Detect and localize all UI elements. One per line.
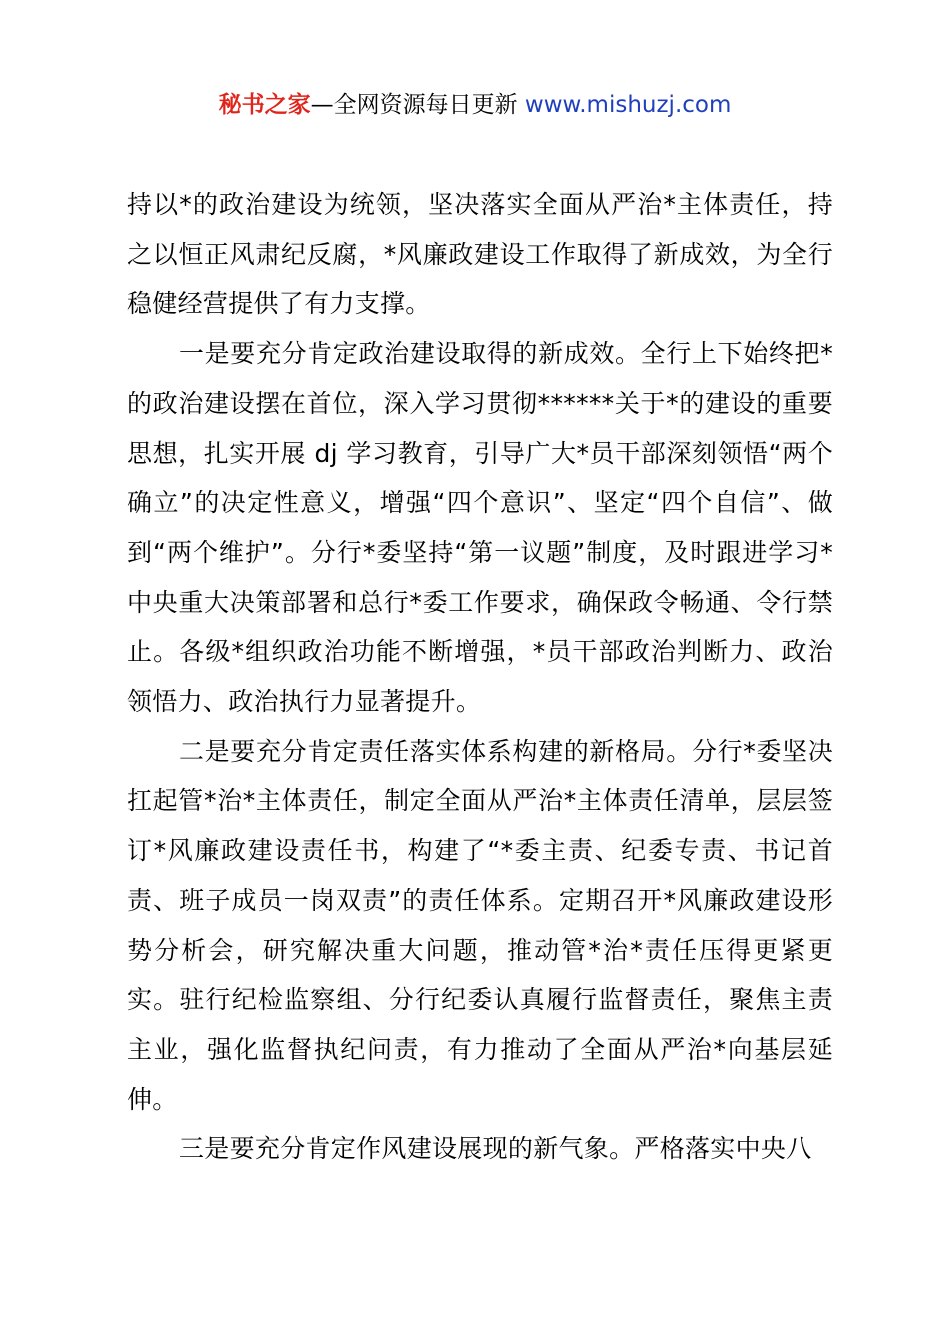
document-body bbox=[127, 180, 833, 1174]
paragraph-responsibility-system: 二是要充分肯定责任落实体系构建的新格局。分行*委坚决扛起管*治*主体责任，制定全面从严治*主体责任清单，层层签订*风廉政建设责任书，构建了“*委主责、纪委专责、书记首责、班子成员一岗双责”的责任体系。定期召开*风廉政建设形势分析会，研究解决重大问题，推动管*治*责任压得更紧更实。驻行纪检监察组、分行纪委认真履行监督责任，聚焦主责主业，强化监督执纪问责，有力推动了全面从严治*向基层延伸。 bbox=[127, 736, 833, 1114]
header-slogan: —全网资源每日更新 bbox=[310, 92, 525, 118]
brand-name: 秘书之家 bbox=[218, 92, 311, 118]
site-url-link[interactable]: www.mishuzj.com bbox=[524, 92, 732, 118]
paragraph-political-building: 一是要充分肯定政治建设取得的新成效。全行上下始终把*的政治建设摆在首位，深入学习贯彻******关于*的建设的重要思想，扎实开展 dj 学习教育，引导广大*员干部深刻领悟“两个确立”的决定性意义，增强“四个意识”、坚定“四个自信”、做到“两个维护”。分行*委坚持“第一议题”制度，及时跟进学习*中央重大决策部署和总行*委工作要求，确保政令畅通、令行禁止。各级*组织政治功能不断增强，*员干部政治判断力、政治领悟力、政治执行力显著提升。 bbox=[127, 339, 833, 717]
paragraph-work-style: 三是要充分肯定作风建设展现的新气象。严格落实中央八 bbox=[179, 1134, 812, 1164]
paragraph-continuation: 持以*的政治建设为统领，坚决落实全面从严治*主体责任，持之以恒正风肃纪反腐，*风廉政建设工作取得了新成效，为全行稳健经营提供了有力支撑。 bbox=[127, 190, 833, 319]
page-header bbox=[0, 88, 950, 122]
